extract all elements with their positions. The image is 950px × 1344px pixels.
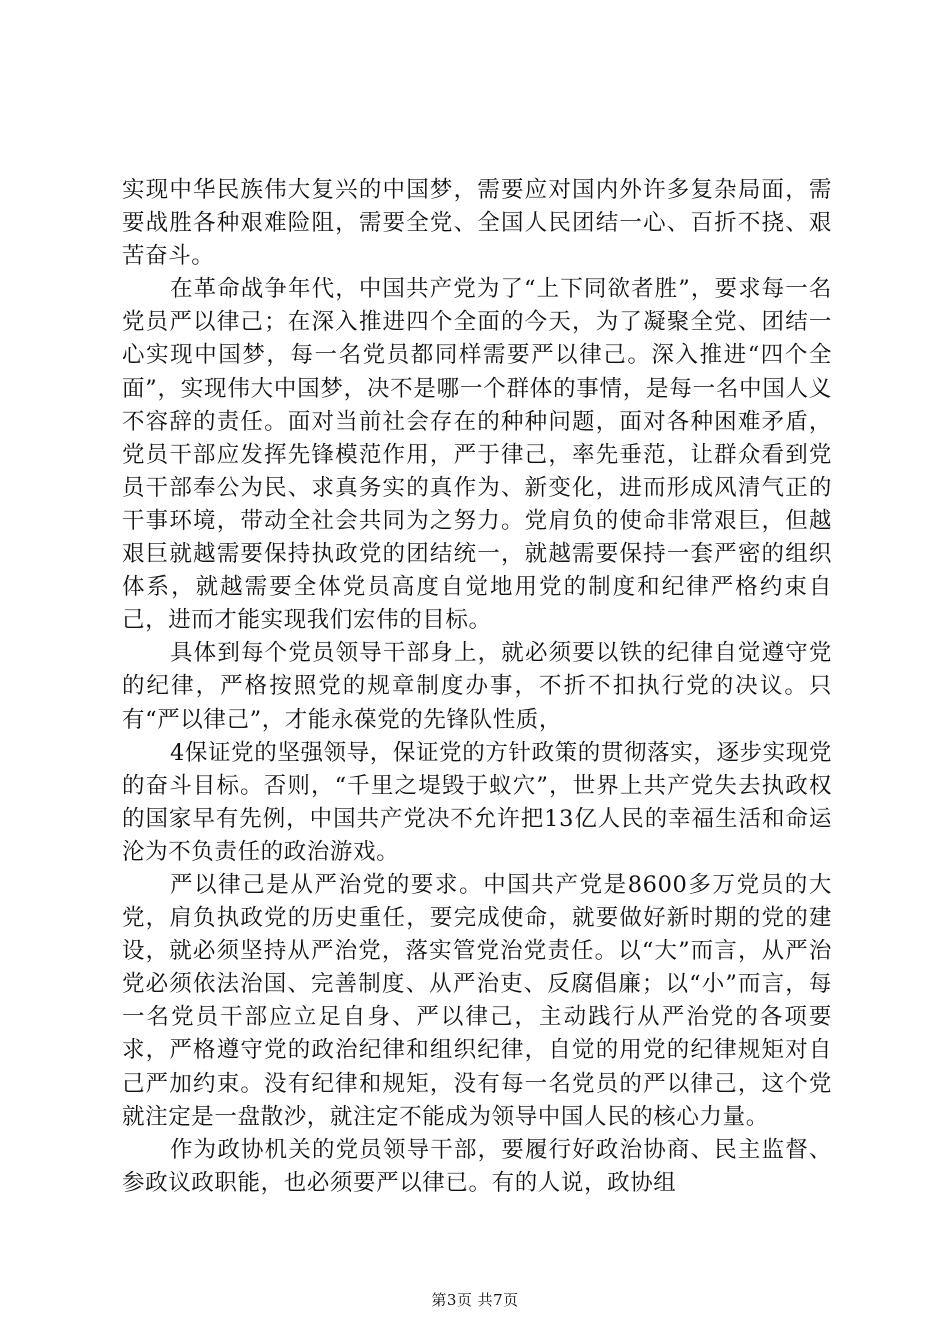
document-body	[122, 174, 832, 1200]
page-footer	[0, 1290, 950, 1310]
paragraph-5: 严以律己是从严治党的要求。中国共产党是8600多万党员的大党，肩负执政党的历史重任，要完成使命，就要做好新时期的党的建设，就必须坚持从严治党，落实管党治党责任。以“大”而言，从严治党必须依法治国、完善制度、从严治吏、反腐倡廉；以“小”而言，每一名党员干部应立足自身、严以律己，主动践行从严治党的各项要求，严格遵守党的政治纪律和组织纪律，自觉的用党的纪律规矩对自己严加约束。没有纪律和规矩，没有每一名党员的严以律己，这个党就注定是一盘散沙，就注定不能成为领导中国人民的核心力量。	[122, 871, 832, 1130]
paragraph-6: 作为政协机关的党员领导干部，要履行好政治协商、民主监督、参政议政职能，也必须要严以律已。有的人说，政协组	[122, 1136, 832, 1196]
paragraph-1: 实现中华民族伟大复兴的中国梦，需要应对国内外许多复杂局面，需要战胜各种艰难险阻，需要全党、全国人民团结一心、百折不挠、艰苦奋斗。	[122, 177, 832, 270]
paragraph-2: 在革命战争年代，中国共产党为了“上下同欲者胜”，要求每一名党员严以律己；在深入推进四个全面的今天，为了凝聚全党、团结一心实现中国梦，每一名党员都同样需要严以律己。深入推进“四个全面”，实现伟大中国梦，决不是哪一个群体的事情，是每一名中国人义不容辞的责任。面对当前社会存在的种种问题，面对各种困难矛盾，党员干部应发挥先锋模范作用，严于律己，率先垂范，让群众看到党员干部奉公为民、求真务实的真作为、新变化，进而形成风清气正的干事环境，带动全社会共同为之努力。党肩负的使命非常艰巨，但越艰巨就越需要保持执政党的团结统一，就越需要保持一套严密的组织体系，就越需要全体党员高度自觉地用党的制度和纪律严格约束自己，进而才能实现我们宏伟的目标。	[122, 276, 832, 634]
paragraph-4: 4保证党的坚强领导，保证党的方针政策的贯彻落实，逐步实现党的奋斗目标。否则，“千里之堤毁于蚁穴”，世界上共产党失去执政权的国家早有先例，中国共产党决不允许把13亿人民的幸福生活和命运沦为不负责任的政治游戏。	[122, 739, 832, 865]
page-number-label: 第3页 共7页	[431, 1291, 519, 1309]
paragraph-3: 具体到每个党员领导干部身上，就必须要以铁的纪律自觉遵守党的纪律，严格按照党的规章制度办事，不折不扣执行党的决议。只有“严以律己”，才能永葆党的先锋队性质，	[122, 640, 832, 733]
